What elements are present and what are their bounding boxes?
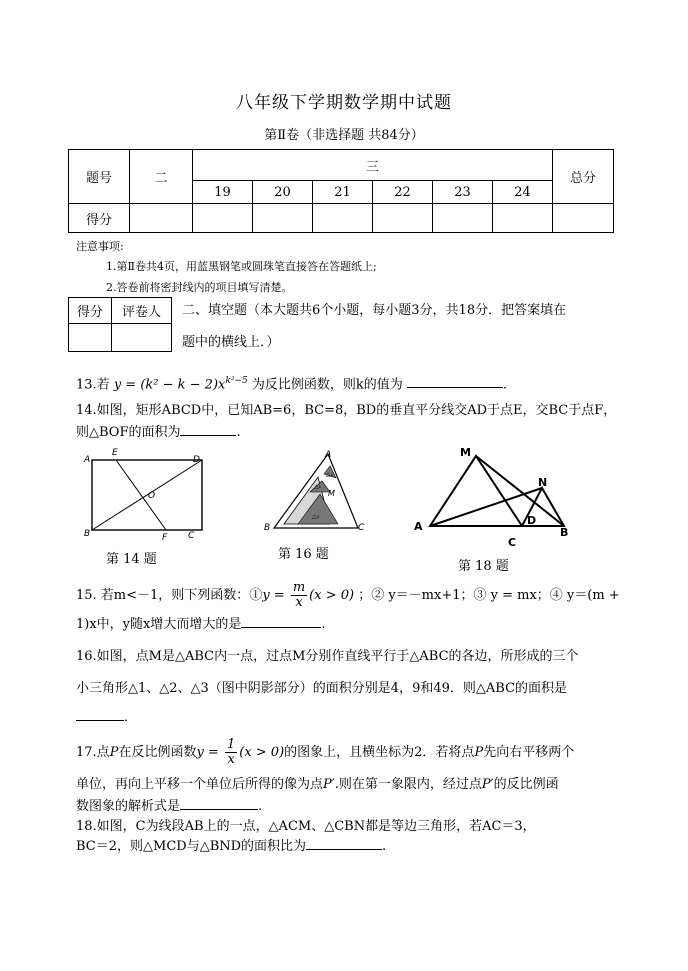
q17-point-p-prime: P′ — [323, 777, 335, 792]
page-subtitle: 第Ⅱ卷（非选择题 共84分） — [264, 128, 424, 143]
question-18-line-1: 18.如图，C为线段AB上的一点，△ACM、△CBN都是等边三角形，若AC＝3， — [76, 819, 536, 834]
q15-prefix: 15. 若m<－1，则下列函数：① — [76, 588, 263, 603]
q17-line-2a: 单位，再向上平移一个单位后所得的像为点 — [76, 777, 324, 792]
score-table-header-section2: 二 — [130, 150, 193, 204]
fig18-label-c: C — [508, 536, 517, 549]
q15-end: . — [321, 617, 326, 632]
question-16-line-2: 小三角形△1、△2、△3（图中阴影部分）的面积分别是4，9和49．则△ABC的面积是 — [76, 681, 568, 696]
score-table — [68, 149, 614, 233]
score-table-col: 20 — [253, 181, 313, 204]
fig14-label-f: F — [162, 533, 168, 542]
score-table-col: 21 — [313, 181, 373, 204]
q17-prefix: 17.点 — [76, 745, 110, 760]
question-16-line-3 — [76, 709, 137, 727]
q13-exponent: k²−5 — [225, 376, 248, 386]
q17-text-2: 的图象上，且横坐标为2．若将点 — [284, 745, 475, 760]
score-cell[interactable] — [493, 204, 553, 233]
section-2-line-2: 题中的横线上．） — [182, 335, 280, 350]
q15-numerator: m — [292, 580, 306, 595]
fig16-label-t2: △₂ — [326, 471, 334, 478]
figure-18 — [412, 444, 582, 550]
grader-name-cell[interactable] — [112, 324, 172, 352]
q18-end: . — [382, 839, 387, 854]
q14-answer-blank[interactable] — [180, 435, 236, 436]
q17-point-p-prime-2: P′ — [481, 777, 494, 792]
fig18-label-a: A — [414, 520, 423, 533]
q17-answer-blank[interactable] — [180, 809, 258, 810]
fig18-label-b: B — [560, 526, 569, 539]
score-table-header-section3: 三 — [193, 150, 553, 181]
figure-16-caption: 第 16 题 — [278, 547, 329, 562]
q15-line-2-text: 1)x中，y随x增大而增大的是 — [76, 617, 242, 632]
grader-score-cell[interactable] — [69, 324, 112, 352]
grader-table — [68, 297, 172, 352]
page-title: 八年级下学期数学期中试题 — [236, 93, 452, 113]
question-16-line-1: 16.如图，点M是△ABC内一点，过点M分别作直线平行于△ABC的各边，所形成的三个 — [76, 649, 579, 664]
question-15-line-2 — [76, 616, 326, 634]
q17-line-2c: 的反比例函 — [493, 777, 559, 792]
q17-line-2b: .则在第一象限内，经过点 — [334, 777, 482, 792]
q13-formula: y = (k² − k − 2)x — [113, 377, 226, 393]
q13-prefix: 13.若 — [76, 377, 110, 393]
question-13 — [76, 372, 507, 394]
q13-text: 为反比例函数，则k的值为 — [251, 377, 403, 393]
score-cell[interactable] — [130, 204, 193, 233]
notes-item-2: 2.答卷前将密封线内的项目填写清楚。 — [106, 281, 293, 294]
q17-lhs: y = — [196, 745, 219, 760]
score-table-header-total: 总分 — [553, 150, 614, 204]
fig18-label-m: M — [460, 446, 471, 459]
q16-answer-blank[interactable] — [76, 720, 124, 721]
q15-lhs: y = — [262, 588, 285, 603]
score-table-col: 24 — [493, 181, 553, 204]
fig16-label-b: B — [264, 523, 271, 533]
q18-answer-blank[interactable] — [306, 849, 382, 850]
score-table-col: 22 — [373, 181, 433, 204]
fig14-label-c: C — [188, 531, 195, 541]
q17-point-p-2: P — [474, 745, 484, 760]
q17-text-3: 先向右平移两个 — [483, 745, 575, 760]
figure-16 — [258, 448, 370, 538]
question-14-line-1: 14.如图，矩形ABCD中，已知AB=6，BC=8，BD的垂直平分线交AD于点E，交BC于点F， — [76, 403, 617, 418]
fig16-label-t3: △₃ — [312, 513, 320, 520]
q15-denominator: x — [295, 595, 303, 610]
fig14-diagonal-bd — [92, 460, 202, 530]
q15-condition: (x > 0) — [309, 588, 355, 603]
q17-condition: (x > 0) — [239, 745, 285, 760]
fig16-label-m: M — [328, 489, 335, 498]
score-cell[interactable] — [253, 204, 313, 233]
score-cell[interactable] — [373, 204, 433, 233]
question-14-line-2 — [76, 424, 241, 442]
fig18-label-d: D — [527, 514, 537, 527]
fig18-triangle-acm — [430, 456, 522, 526]
score-table-header-number: 题号 — [69, 150, 130, 204]
fig18-label-n: N — [538, 476, 548, 489]
question-15-line-1 — [76, 578, 620, 614]
figure-14 — [78, 446, 218, 542]
fig16-label-t1: △₁ — [314, 483, 322, 490]
grader-name-label: 评卷人 — [112, 298, 172, 324]
fig14-label-a: A — [84, 455, 91, 465]
question-17-line-1 — [76, 734, 574, 772]
fig14-label-d: D — [193, 455, 200, 465]
fig16-label-a: A — [325, 450, 332, 460]
score-table-col: 23 — [433, 181, 493, 204]
q13-answer-blank[interactable] — [407, 387, 503, 388]
q14-end: . — [236, 425, 241, 440]
question-17-line-3 — [76, 798, 262, 816]
fig18-segment-mb — [476, 456, 564, 526]
notes-item-1: 1.第Ⅱ卷共4页，用蓝黑钢笔或圆珠笔直接答在答题纸上; — [106, 260, 377, 273]
q14-text: 则△BOF的面积为 — [76, 425, 181, 440]
score-cell[interactable] — [433, 204, 493, 233]
fig16-label-c: C — [358, 523, 365, 533]
q17-denominator: x — [227, 752, 235, 767]
q17-end: . — [258, 799, 263, 814]
section-2-line-1: 二、填空题（本大题共6个小题，每小题3分，共18分．把答案填在 — [182, 303, 567, 318]
q17-fraction — [225, 738, 237, 767]
notes-heading: 注意事项: — [76, 240, 124, 253]
score-cell[interactable] — [313, 204, 373, 233]
fig14-label-o: O — [148, 491, 156, 501]
score-table-col: 19 — [193, 181, 253, 204]
fig14-bisector-ef — [116, 460, 166, 530]
q16-end: ． — [124, 710, 138, 725]
q17-point-p: P — [109, 745, 119, 760]
question-17-line-2 — [76, 776, 559, 794]
q18-text: BC＝2，则△MCD与△BND的面积比为 — [76, 839, 307, 854]
score-cell[interactable] — [193, 204, 253, 233]
fig14-label-e: E — [112, 448, 118, 458]
q15-answer-blank[interactable] — [241, 627, 321, 628]
fig14-label-b: B — [84, 529, 91, 539]
score-cell[interactable] — [553, 204, 614, 233]
q17-numerator: 1 — [226, 737, 236, 752]
q13-end: . — [502, 377, 508, 393]
figure-14-caption: 第 14 题 — [106, 552, 157, 567]
q17-line-3-text: 数图象的解析式是 — [76, 799, 181, 814]
q15-rest: ；② y＝－mx+1；③ y = mx；④ y＝(m + — [358, 588, 620, 603]
q17-text-1: 在反比例函数 — [118, 745, 197, 760]
grader-score-label: 得分 — [69, 298, 112, 324]
score-table-row-label: 得分 — [69, 204, 130, 233]
figure-18-caption: 第 18 题 — [458, 559, 509, 574]
q15-fraction — [291, 581, 307, 610]
question-18-line-2 — [76, 838, 386, 856]
